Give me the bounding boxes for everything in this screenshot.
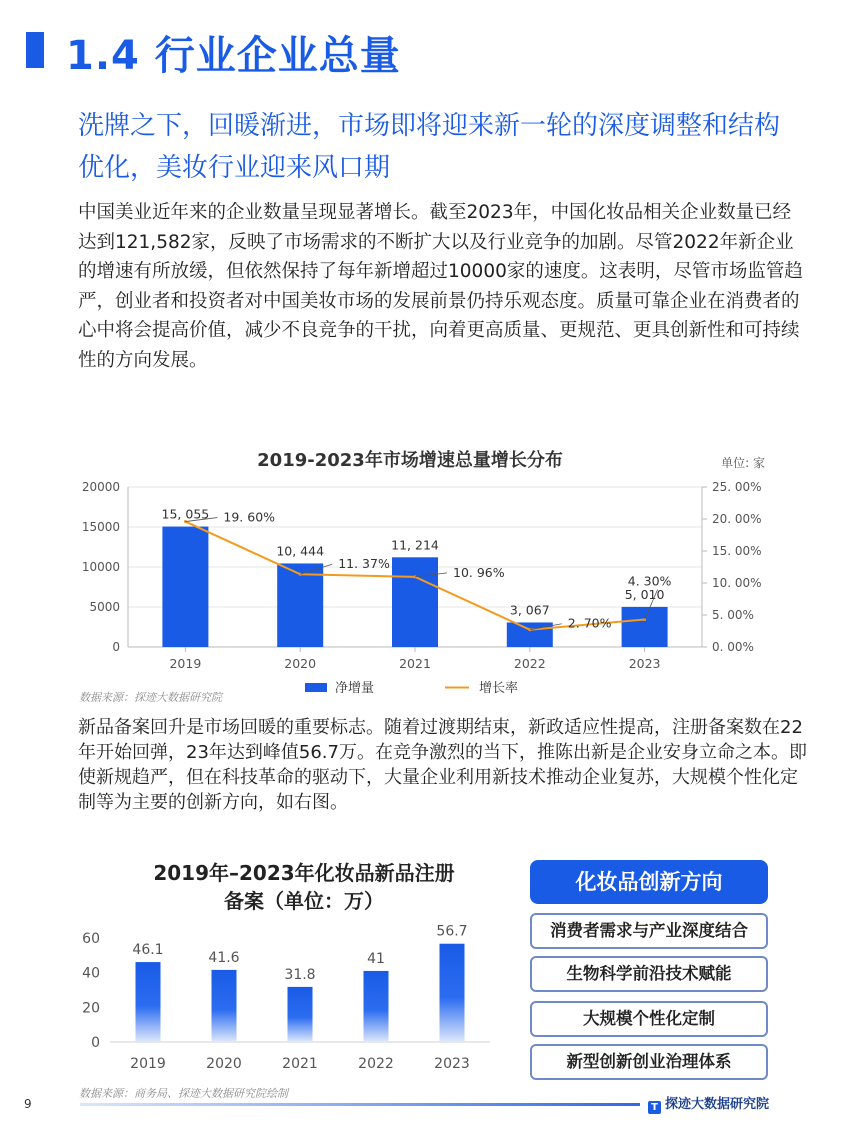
bar-data-label: 5, 010: [624, 586, 665, 602]
y-left-tick-label: 10000: [81, 560, 120, 574]
chart1-source: 数据来源：探迹大数据研究院: [79, 691, 222, 704]
x-tick-label: 2021: [399, 656, 431, 671]
page-number: 9: [24, 1097, 32, 1111]
legend-label: 净增量: [335, 681, 375, 696]
y-right-tick-label: 5. 00%: [712, 608, 754, 622]
chart-title-line2: 备案（单位：万）: [224, 889, 384, 913]
y-tick-label: 40: [82, 965, 100, 982]
y-right-tick-label: 20. 00%: [712, 512, 762, 526]
y-tick-label: 0: [91, 1035, 100, 1051]
bar-data-label: 31.8: [284, 966, 316, 983]
bar: [162, 527, 208, 647]
bar: [288, 987, 313, 1042]
innovation-item: 大规模个性化定制: [530, 1001, 768, 1037]
y-left-tick-label: 15000: [81, 520, 120, 534]
y-right-tick-label: 0. 00%: [712, 640, 754, 654]
y-left-tick-label: 20000: [81, 480, 120, 494]
x-tick-label: 2021: [282, 1056, 318, 1072]
y-right-tick-label: 10. 00%: [712, 576, 762, 590]
x-tick-label: 2019: [169, 656, 202, 671]
legend-label: 增长率: [479, 681, 519, 696]
bar-data-label: 46.1: [132, 942, 164, 959]
bar: [392, 557, 438, 647]
footer-divider: [80, 1103, 640, 1106]
bar: [364, 971, 389, 1042]
bar: [440, 944, 465, 1042]
innovation-item: 生物科学前沿技术赋能: [530, 956, 768, 992]
x-tick-label: 2023: [434, 1056, 470, 1072]
bar: [277, 563, 323, 647]
bar-data-label: 56.7: [436, 923, 468, 940]
bar: [507, 622, 553, 647]
innovation-item: 消费者需求与产业深度结合: [530, 913, 768, 949]
chart2-source: 数据来源：商务局、探迹大数据研究院绘制: [79, 1087, 288, 1100]
y-right-tick-label: 25. 00%: [712, 480, 762, 494]
section-subtitle: 洗牌之下，回暖渐进，市场即将迎来新一轮的深度调整和结构优化，美妆行业迎来风口期: [78, 111, 781, 183]
bar-data-label: 41: [367, 950, 385, 967]
y-left-tick-label: 0: [112, 640, 120, 654]
innovation-title: 化妆品创新方向: [530, 860, 768, 904]
registration-chart: [70, 856, 510, 1081]
enterprise-growth-chart: [65, 440, 785, 702]
x-tick-label: 2020: [284, 656, 317, 671]
brand-logo-icon: T: [648, 1101, 661, 1114]
rate-data-label: 11. 37%: [338, 556, 390, 572]
y-left-tick-label: 5000: [89, 600, 120, 614]
legend-bar-swatch: [305, 683, 327, 692]
bar-data-label: 3, 067: [509, 602, 550, 618]
rate-data-label: 19. 60%: [223, 509, 276, 525]
page-title: 1.4 行业企业总量: [66, 33, 401, 79]
x-tick-label: 2022: [358, 1056, 394, 1072]
y-tick-label: 60: [82, 931, 100, 947]
innovation-item: 新型创新创业治理体系: [530, 1044, 768, 1080]
bar-data-label: 11, 214: [391, 537, 439, 553]
unit-label: 单位: 家: [721, 456, 765, 470]
bar: [136, 962, 161, 1042]
registration-paragraph: 新品备案回升是市场回暖的重要标志。随着过渡期结束，新政适应性提高，注册备案数在22年开始回弹，23年达到峰值56.7万。在竞争激烈的当下，推陈出新是企业安身立命之本。即使新规趋严，但在科技革命的驱动下，大量企业利用新技术推动企业复苏，大规模个性化定制等为主要的创新方向，如右图。: [78, 717, 807, 813]
bar-data-label: 10, 444: [276, 543, 325, 559]
rate-data-label: 2. 70%: [567, 615, 612, 631]
chart-title: 2019-2023年市场增速总量增长分布: [257, 450, 563, 471]
title-accent-bar: [26, 32, 44, 68]
bar-data-label: 41.6: [208, 949, 240, 966]
x-tick-label: 2020: [206, 1056, 242, 1072]
footer-brand: [648, 1093, 769, 1114]
chart-title-line1: 2019年–2023年化妆品新品注册: [153, 861, 455, 885]
brand-name: 探迹大数据研究院: [665, 1097, 770, 1112]
bar: [212, 970, 237, 1042]
rate-data-label: 4. 30%: [627, 573, 672, 589]
bar-data-label: 15, 055: [161, 506, 210, 522]
y-right-tick-label: 15. 00%: [712, 544, 762, 558]
y-tick-label: 20: [82, 1000, 100, 1017]
x-tick-label: 2022: [513, 656, 546, 671]
x-tick-label: 2023: [628, 656, 661, 671]
intro-paragraph: 中国美业近年来的企业数量呈现显著增长。截至2023年，中国化妆品相关企业数量已经达到121,582家，反映了市场需求的不断扩大以及行业竞争的加剧。尽管2022年新企业的增速有所放缓，但依然保持了每年新增超过10000家的速度。这表明，尽管市场监管趋严，创业者和投资者对中国美妆市场的发展前景仍持乐观态度。质量可靠企业在消费者的心中将会提高价值，减少不良竞争的干扰，向着更高质量、更规范、更具创新性和可持续性的方向发展。: [78, 202, 803, 371]
rate-data-label: 10. 96%: [453, 564, 505, 580]
x-tick-label: 2019: [130, 1056, 166, 1072]
bar: [622, 607, 668, 647]
